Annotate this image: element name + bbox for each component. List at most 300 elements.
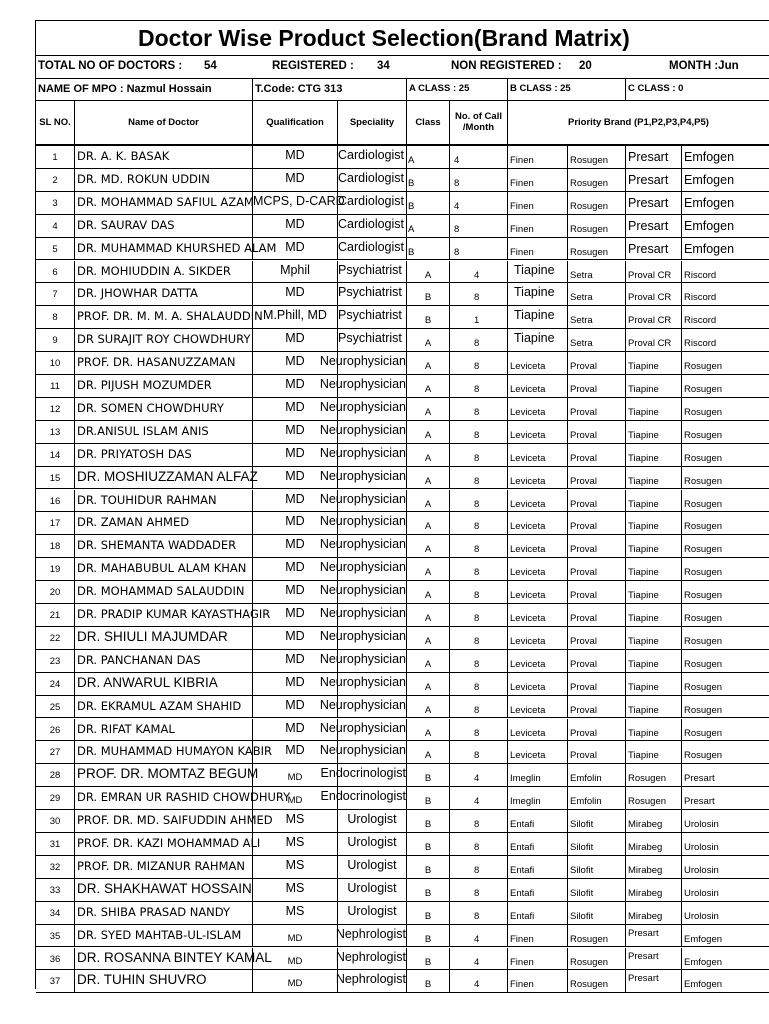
total-doctors-label: TOTAL NO OF DOCTORS : [38,60,183,72]
class-cell: A [407,375,450,397]
speciality-cell: Urologist [338,810,407,832]
doctor-name-cell: DR. ROSANNA BINTEY KAMAL [75,948,253,970]
priority-brand-3-cell: Tiapine [626,581,682,603]
priority-brand-3-cell: Tiapine [626,650,682,672]
qualification-cell: MD [253,764,338,786]
speciality-cell: Urologist [338,879,407,901]
calls-cell: 8 [450,810,508,832]
priority-brand-2-cell: Proval [568,741,626,763]
priority-brand-1-cell: Leviceta [508,673,568,695]
qualification-cell: MD [253,467,338,489]
class-cell: B [407,856,450,878]
class-cell: A [407,467,450,489]
priority-brand-2-cell: Proval [568,467,626,489]
speciality-cell: Cardiologist [338,238,407,260]
class-cell: A [407,444,450,466]
priority-brand-2-cell: Setra [568,329,626,351]
priority-brand-3-cell: Proval CR [626,283,682,305]
priority-brand-3-cell: Tiapine [626,352,682,374]
speciality-cell: Urologist [338,833,407,855]
priority-brand-2-cell: Silofit [568,810,626,832]
speciality-cell: Neurophysician [338,375,407,397]
priority-brand-2-cell: Silofit [568,879,626,901]
calls-cell: 4 [450,948,508,970]
priority-brand-1-cell: Imeglin [508,764,568,786]
class-cell: B [407,902,450,924]
calls-cell: 4 [450,787,508,809]
doctor-name-cell: PROF. DR. MD. SAIFUDDIN AHMED [75,810,253,832]
sl-cell: 19 [36,558,75,580]
mpo-bar [36,78,769,101]
doctor-name-cell: PROF. DR. MOMTAZ BEGUM [75,764,253,786]
table-row [36,512,769,535]
qualification-cell: MS [253,833,338,855]
priority-brand-4-cell: Emfogen [684,979,723,991]
table-row [36,329,769,352]
class-cell: B [407,169,450,191]
brand-matrix-sheet [35,20,769,989]
calls-cell: 8 [450,375,508,397]
calls-cell: 8 [450,879,508,901]
sl-cell: 29 [36,787,75,809]
table-row [36,467,769,490]
calls-cell: 4 [450,764,508,786]
calls-cell: 4 [450,925,508,947]
sl-cell: 18 [36,535,75,557]
calls-cell: 8 [450,169,508,191]
speciality-cell: Cardiologist [338,192,407,214]
priority-brand-3-cell: Presart [626,215,682,237]
table-row [36,764,769,787]
table-row [36,490,769,513]
qualification-cell: MD [253,375,338,397]
speciality-cell: Neurophysician [338,627,407,649]
class-cell: A [407,741,450,763]
priority-brand-1-cell: Tiapine [508,283,568,305]
priority-brand-1-cell: Entafi [508,879,568,901]
class-cell: A [407,261,450,283]
table-row [36,902,769,925]
table-row [36,787,769,810]
priority-brand-3-cell: Presart [626,925,682,947]
sl-cell: 37 [36,970,75,992]
priority-brand-2-cell: Proval [568,444,626,466]
sl-cell: 12 [36,398,75,420]
calls-cell: 4 [450,261,508,283]
class-cell: B [407,764,450,786]
sl-cell: 34 [36,902,75,924]
priority-brand-4-cell: Rosugen [684,452,723,464]
table-row [36,856,769,879]
calls-cell: 8 [450,833,508,855]
speciality-cell: Endocrinologist [338,764,407,786]
doctor-name-cell: DR. MOSHIUZZAMAN ALFAZ [75,467,253,489]
priority-brand-2-cell: Rosugen [568,970,626,992]
speciality-cell: Nephrologist [338,948,407,970]
priority-brand-4-cell: Emfogen [684,933,723,945]
class-cell: A [407,398,450,420]
sl-cell: 13 [36,421,75,443]
priority-brand-1-cell: Entafi [508,810,568,832]
priority-brand-4-cell: Rosugen [684,406,723,418]
qualification-cell: MS [253,879,338,901]
priority-brand-2-cell: Silofit [568,833,626,855]
priority-brand-3-cell: Tiapine [626,719,682,741]
class-cell: B [407,283,450,305]
doctor-name-cell: DR. TOUHIDUR RAHMAN [75,490,253,512]
priority-brand-3-cell: Tiapine [626,535,682,557]
non-registered-label: NON REGISTERED : [451,60,562,72]
priority-brand-1-cell: Finen [508,169,568,191]
priority-brand-3-cell: Presart [626,192,682,214]
doctor-name-cell: DR. MUHAMMAD HUMAYON KABIR [75,741,253,763]
qualification-cell: MD [253,650,338,672]
speciality-cell: Neurophysician [338,696,407,718]
qualification-cell: MD [253,535,338,557]
class-cell: A [407,558,450,580]
priority-brand-1-cell: Leviceta [508,512,568,534]
priority-brand-3-cell: Tiapine [626,444,682,466]
priority-brand-4-cell: Rosugen [684,727,723,739]
sl-cell: 5 [36,238,75,260]
priority-brand-4-cell: Rosugen [684,429,723,441]
doctor-name-cell: DR. MOHAMMAD SALAUDDIN [75,581,253,603]
priority-brand-1-cell: Leviceta [508,581,568,603]
sl-cell: 2 [36,169,75,191]
priority-brand-4-cell: Urolosin [684,819,719,831]
class-cell: B [407,810,450,832]
speciality-cell: Neurophysician [338,673,407,695]
table-row [36,673,769,696]
table-row [36,169,769,192]
qualification-cell: MD [253,673,338,695]
qualification-cell: MD [253,581,338,603]
calls-cell: 8 [450,719,508,741]
registered-label: REGISTERED : [272,60,354,72]
priority-brand-2-cell: Proval [568,512,626,534]
table-row [36,879,769,902]
class-cell: B [407,787,450,809]
priority-brand-2-cell: Proval [568,421,626,443]
priority-brand-1-cell: Leviceta [508,604,568,626]
priority-brand-3-cell: Tiapine [626,490,682,512]
sl-cell: 8 [36,306,75,328]
territory-code: T.Code: CTG 313 [253,78,407,100]
priority-brand-1-cell: Finen [508,970,568,992]
doctor-name-cell: DR. SHEMANTA WADDADER [75,535,253,557]
table-row [36,833,769,856]
table-row [36,352,769,375]
summary-bar [36,56,769,79]
priority-brand-1-cell: Tiapine [508,261,568,283]
calls-cell: 8 [450,581,508,603]
doctor-name-cell: PROF. DR. MIZANUR RAHMAN [75,856,253,878]
class-cell: A [407,581,450,603]
doctor-name-cell: DR. A. K. BASAK [75,146,253,168]
priority-brand-2-cell: Proval [568,535,626,557]
speciality-cell: Psychiatrist [338,329,407,351]
speciality-cell: Neurophysician [338,604,407,626]
doctor-name-cell: DR. MOHAMMAD SAFIUL AZAM [75,192,253,214]
class-cell: B [407,879,450,901]
calls-cell: 8 [450,467,508,489]
priority-brand-2-cell: Proval [568,352,626,374]
priority-brand-1-cell: Leviceta [508,650,568,672]
sl-cell: 36 [36,948,75,970]
priority-brand-2-cell: Proval [568,627,626,649]
speciality-cell: Neurophysician [338,741,407,763]
table-row [36,444,769,467]
calls-cell: 8 [450,856,508,878]
priority-brand-3-cell: Tiapine [626,375,682,397]
sl-cell: 21 [36,604,75,626]
table-row [36,558,769,581]
priority-brand-3-cell: Rosugen [626,764,682,786]
priority-brand-3-cell: Presart [626,948,682,970]
doctor-name-cell: DR. MD. ROKUN UDDIN [75,169,253,191]
table-row [36,604,769,627]
table-row [36,741,769,764]
priority-brand-3-cell: Tiapine [626,673,682,695]
priority-brand-1-cell: Leviceta [508,352,568,374]
priority-brand-3-cell: Tiapine [626,467,682,489]
priority-brand-1-cell: Leviceta [508,398,568,420]
doctor-name-cell: DR. SOMEN CHOWDHURY [75,398,253,420]
priority-brand-3-cell: Rosugen [626,787,682,809]
priority-brand-2-cell: Emfolin [568,764,626,786]
table-row [36,970,769,993]
priority-brand-1-cell: Finen [508,948,568,970]
doctor-name-cell: DR. SHIULI MAJUMDAR [75,627,253,649]
qualification-cell: M.Phill, MD [253,306,338,328]
doctor-name-cell: DR. SHAKHAWAT HOSSAIN [75,879,253,901]
calls-cell: 8 [450,650,508,672]
qualification-cell: MD [253,238,338,260]
doctor-name-cell: DR. TUHIN SHUVRO [75,970,253,992]
priority-brand-3-cell: Tiapine [626,604,682,626]
speciality-cell: Endocrinologist [338,787,407,809]
priority-brand-4-cell: Rosugen [684,361,723,373]
sl-cell: 20 [36,581,75,603]
speciality-cell: Psychiatrist [338,261,407,283]
calls-cell: 8 [450,421,508,443]
c-class-count: C CLASS : 0 [628,83,684,94]
priority-brand-1-cell: Finen [508,238,568,260]
priority-brand-2-cell: Setra [568,306,626,328]
calls-cell: 8 [450,444,508,466]
class-cell: B [407,833,450,855]
calls-cell: 4 [450,146,508,168]
priority-brand-3-cell: Tiapine [626,421,682,443]
speciality-cell: Nephrologist [338,970,407,992]
doctor-name-cell: DR. ZAMAN AHMED [75,512,253,534]
priority-brand-2-cell: Rosugen [568,146,626,168]
priority-brand-4-cell: Rosugen [684,681,723,693]
priority-brand-2-cell: Rosugen [568,238,626,260]
doctor-name-cell: DR. PRIYATOSH DAS [75,444,253,466]
priority-brand-1-cell: Entafi [508,833,568,855]
priority-brand-2-cell: Setra [568,261,626,283]
speciality-cell: Cardiologist [338,169,407,191]
priority-brand-1-cell: Tiapine [508,306,568,328]
table-row [36,535,769,558]
calls-cell: 8 [450,627,508,649]
qualification-cell: MD [253,948,338,970]
class-cell: A [407,329,450,351]
priority-brand-1-cell: Leviceta [508,375,568,397]
priority-brand-3-cell: Tiapine [626,558,682,580]
calls-cell: 4 [450,970,508,992]
calls-cell: 4 [450,192,508,214]
class-cell: B [407,192,450,214]
priority-brand-4-cell: Rosugen [684,613,723,624]
priority-brand-3-cell: Proval CR [626,261,682,283]
class-cell: A [407,352,450,374]
qualification-cell: MD [253,215,338,237]
priority-brand-1-cell: Finen [508,146,568,168]
priority-brand-1-cell: Leviceta [508,421,568,443]
qualification-cell: MD [253,925,338,947]
priority-brand-1-cell: Entafi [508,902,568,924]
class-cell: B [407,948,450,970]
priority-brand-2-cell: Rosugen [568,948,626,970]
speciality-cell: Neurophysician [338,490,407,512]
qualification-cell: MD [253,444,338,466]
sl-cell: 1 [36,146,75,168]
class-cell: A [407,627,450,649]
speciality-cell: Neurophysician [338,444,407,466]
priority-brand-4-cell: Emfogen [684,172,735,187]
calls-cell: 8 [450,535,508,557]
priority-brand-4-cell: Emfogen [684,195,735,210]
header-name: Name of Doctor [75,100,253,144]
calls-cell: 8 [450,696,508,718]
class-cell: A [407,215,450,237]
qualification-cell: MD [253,604,338,626]
priority-brand-2-cell: Proval [568,719,626,741]
qualification-cell: MD [253,719,338,741]
sl-cell: 27 [36,741,75,763]
speciality-cell: Urologist [338,902,407,924]
table-row [36,375,769,398]
qualification-cell: MD [253,490,338,512]
table-row [36,696,769,719]
header-speciality: Speciality [338,100,407,144]
month-label: MONTH :Jun [669,60,739,72]
qualification-cell: MD [253,352,338,374]
priority-brand-4-cell: Rosugen [684,498,723,510]
sl-cell: 11 [36,375,75,397]
doctor-name-cell: DR. MUHAMMAD KHURSHED ALAM [75,238,253,260]
qualification-cell: MD [253,169,338,191]
priority-brand-4-cell: Rosugen [684,384,723,395]
class-cell: A [407,146,450,168]
qualification-cell: MD [253,146,338,168]
speciality-cell: Neurophysician [338,719,407,741]
calls-cell: 8 [450,490,508,512]
priority-brand-1-cell: Tiapine [508,329,568,351]
calls-cell: 8 [450,673,508,695]
doctor-name-cell: DR. SHIBA PRASAD NANDY [75,902,253,924]
table-row [36,398,769,421]
priority-brand-3-cell: Presart [626,146,682,168]
sl-cell: 17 [36,512,75,534]
priority-brand-4-cell: Rosugen [684,658,723,670]
priority-brand-3-cell: Mirabeg [626,810,682,832]
priority-brand-1-cell: Leviceta [508,444,568,466]
class-cell: A [407,535,450,557]
calls-cell: 8 [450,902,508,924]
table-row [36,146,769,169]
priority-brand-1-cell: Leviceta [508,558,568,580]
class-cell: A [407,512,450,534]
sl-cell: 14 [36,444,75,466]
calls-cell: 8 [450,283,508,305]
doctor-name-cell: DR. MAHABUBUL ALAM KHAN [75,558,253,580]
priority-brand-1-cell: Finen [508,215,568,237]
priority-brand-3-cell: Tiapine [626,741,682,763]
calls-cell: 8 [450,352,508,374]
priority-brand-4-cell: Urolosin [684,887,719,899]
qualification-cell: MS [253,810,338,832]
priority-brand-4-cell: Urolosin [684,910,719,922]
table-row [36,261,769,284]
class-cell: B [407,306,450,328]
table-row [36,215,769,238]
priority-brand-2-cell: Rosugen [568,169,626,191]
priority-brand-3-cell: Presart [626,970,682,992]
speciality-cell: Nephrologist [338,925,407,947]
doctor-name-cell: DR SURAJIT ROY CHOWDHURY [75,329,253,351]
doctor-name-cell: DR. PIJUSH MOZUMDER [75,375,253,397]
doctor-name-cell: DR. JHOWHAR DATTA [75,283,253,305]
class-cell: A [407,604,450,626]
priority-brand-4-cell: Riscord [684,292,717,304]
speciality-cell: Neurophysician [338,535,407,557]
speciality-cell: Neurophysician [338,650,407,672]
priority-brand-3-cell: Proval CR [626,329,682,351]
priority-brand-4-cell: Riscord [684,269,717,281]
sl-cell: 32 [36,856,75,878]
priority-brand-3-cell: Tiapine [626,696,682,718]
speciality-cell: Cardiologist [338,146,407,168]
sl-cell: 26 [36,719,75,741]
header-calls: No. of Call /Month [450,100,508,144]
qualification-cell: MD [253,696,338,718]
speciality-cell: Neurophysician [338,467,407,489]
qualification-cell: MS [253,902,338,924]
speciality-cell: Neurophysician [338,581,407,603]
priority-brand-4-cell: Emfogen [684,956,723,968]
priority-brand-2-cell: Rosugen [568,192,626,214]
doctor-name-cell: PROF. DR. M. M. A. SHALAUDDIN [75,306,253,328]
priority-brand-1-cell: Entafi [508,856,568,878]
calls-cell: 8 [450,512,508,534]
class-cell: A [407,719,450,741]
doctor-name-cell: PROF. DR. HASANUZZAMAN [75,352,253,374]
priority-brand-1-cell: Leviceta [508,535,568,557]
priority-brand-1-cell: Finen [508,925,568,947]
table-row [36,627,769,650]
calls-cell: 8 [450,558,508,580]
header-qualification: Qualification [253,100,338,144]
priority-brand-1-cell: Leviceta [508,741,568,763]
sl-cell: 22 [36,627,75,649]
calls-cell: 8 [450,329,508,351]
table-row [36,421,769,444]
doctor-name-cell: DR. SAURAV DAS [75,215,253,237]
sl-cell: 4 [36,215,75,237]
